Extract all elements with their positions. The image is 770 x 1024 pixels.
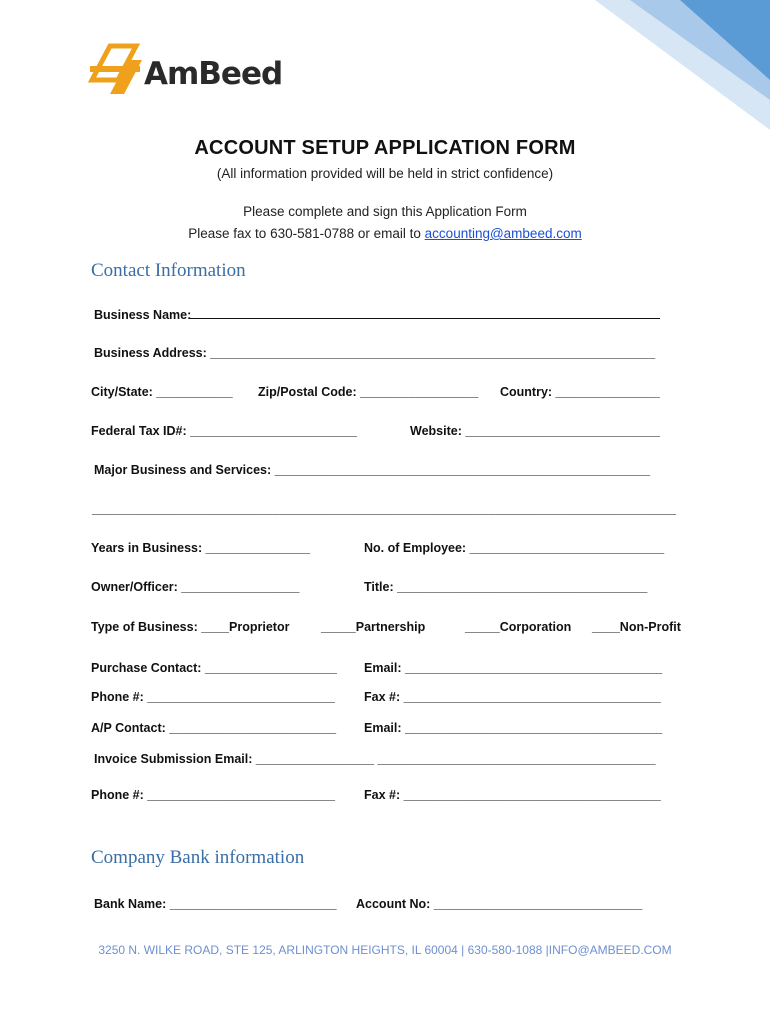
email-field-1[interactable]: Email: _____________________________________ [364, 661, 663, 675]
years-in-business-field[interactable]: Years in Business: _______________ [91, 541, 310, 555]
section-contact-heading: Contact Information [91, 260, 246, 281]
fax-field-1[interactable]: Fax #: _____________________________________ [364, 690, 661, 704]
accounting-email-link[interactable]: accounting@ambeed.com [424, 226, 582, 241]
account-no-field[interactable]: Account No: ______________________________ [356, 897, 643, 911]
fax-field-2[interactable]: Fax #: _____________________________________ [364, 788, 661, 802]
business-address-field[interactable]: Business Address: ________________________________________________________________ [94, 346, 656, 360]
major-business-field[interactable]: Major Business and Services: ______________________________________________________ [94, 463, 651, 477]
type-proprietor-option[interactable]: Type of Business: ____Proprietor [91, 620, 290, 634]
form-subtitle: (All information provided will be held in strict confidence) [216, 166, 554, 181]
email-field-2[interactable]: Email: _____________________________________ [364, 721, 663, 735]
section-bank-heading: Company Bank information [91, 847, 305, 868]
owner-officer-field[interactable]: Owner/Officer: _________________ [91, 580, 300, 594]
business-name-label: Business Name: [94, 308, 192, 322]
invoice-email-field[interactable]: Invoice Submission Email: _________________ ________________________________________ [94, 752, 656, 766]
website-field[interactable]: Website: ____________________________ [410, 424, 660, 438]
ap-contact-field[interactable]: A/P Contact: ________________________ [91, 721, 337, 735]
instruction-line-1: Please complete and sign this Application Form [243, 204, 527, 219]
footer-address: 3250 N. WILKE ROAD, STE 125, ARLINGTON HEIGHTS, IL 60004 | 630-580-1088 |INFO@AMBEED.COM [98, 943, 672, 957]
instruction-prefix: Please fax to 630-581-0788 or email to [188, 226, 425, 241]
employees-field[interactable]: No. of Employee: ____________________________ [364, 541, 665, 555]
phone-field-1[interactable]: Phone #: ___________________________ [91, 690, 335, 704]
type-corporation-option[interactable]: _____Corporation [465, 620, 572, 634]
instruction-line-2 [0, 226, 770, 241]
owner-title-field[interactable]: Title: ____________________________________ [364, 580, 648, 594]
tax-id-field[interactable]: Federal Tax ID#: ________________________ [91, 424, 357, 438]
corner-decoration [570, 0, 770, 130]
country-field[interactable]: Country: _______________ [500, 385, 660, 399]
bank-name-field[interactable]: Bank Name: ________________________ [94, 897, 337, 911]
business-name-line[interactable] [190, 318, 660, 319]
phone-field-2[interactable]: Phone #: ___________________________ [91, 788, 335, 802]
major-business-extra-line[interactable]: ____________________________________________________________________________________ [92, 502, 676, 516]
form-title: ACCOUNT SETUP APPLICATION FORM [194, 137, 576, 159]
purchase-contact-field[interactable]: Purchase Contact: ___________________ [91, 661, 338, 675]
type-nonprofit-option[interactable]: ____Non-Profit [592, 620, 681, 634]
type-partnership-option[interactable]: _____Partnership [321, 620, 426, 634]
zip-field[interactable]: Zip/Postal Code: _________________ [258, 385, 479, 399]
city-state-field[interactable]: City/State: ___________ [91, 385, 233, 399]
brand-name: AmBeed [144, 56, 283, 92]
